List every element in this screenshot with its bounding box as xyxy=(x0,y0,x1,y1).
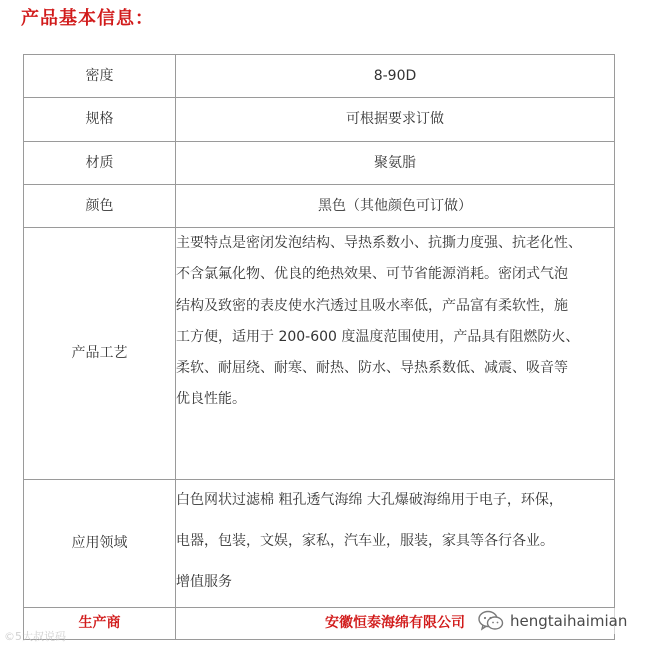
process-line: 柔软、耐屈绕、耐寒、耐热、防水、导热系数低、减震、吸音等 xyxy=(176,360,568,377)
row-label: 规格 xyxy=(24,98,176,142)
row-label: 密度 xyxy=(24,55,176,98)
manufacturer-value: 安徽恒泰海绵有限公司 xyxy=(176,608,615,640)
row-label: 材质 xyxy=(24,142,176,185)
application-line: 白色网状过滤棉 粗孔透气海绵 大孔爆破海绵用于电子，环保， xyxy=(176,492,563,508)
table-row-application xyxy=(24,480,615,608)
manufacturer-label: 生产商 xyxy=(24,608,176,640)
table-row xyxy=(24,98,615,142)
process-line: 不含氯氟化物、优良的绝热效果、可节省能源消耗。密闭式气泡 xyxy=(176,266,568,283)
application-line: 增值服务 xyxy=(176,574,232,590)
application-label: 应用领域 xyxy=(24,480,176,608)
row-label: 颜色 xyxy=(24,185,176,228)
process-line: 优良性能。 xyxy=(176,391,246,408)
page-heading: 产品基本信息： xyxy=(21,8,154,29)
process-label: 产品工艺 xyxy=(24,228,176,480)
wechat-icon xyxy=(478,610,504,632)
product-info-table xyxy=(23,54,615,640)
row-value: 8-90D xyxy=(176,55,615,98)
watermark-text: hengtaihaimian xyxy=(510,612,628,630)
table-row-process xyxy=(24,228,615,480)
row-value: 可根据要求订做 xyxy=(176,98,615,142)
watermark-right xyxy=(476,608,629,634)
application-line: 电器，包装，文娱，家私，汽车业，服装，家具等各行各业。 xyxy=(176,533,554,549)
process-line: 主要特点是密闭发泡结构、导热系数小、抗撕力度强、抗老化性、 xyxy=(176,235,582,251)
watermark-left: ©5大叔说码 xyxy=(4,630,66,643)
process-line: 结构及致密的表皮使水汽透过且吸水率低，产品富有柔软性，施 xyxy=(176,297,568,314)
process-line: 工方便，适用于 200-600 度温度范围使用，产品具有阻燃防火、 xyxy=(176,328,580,345)
row-value: 聚氨脂 xyxy=(176,142,615,185)
table-row xyxy=(24,142,615,185)
row-value: 黑色（其他颜色可订做） xyxy=(176,185,615,228)
table-row xyxy=(24,55,615,98)
table-row xyxy=(24,185,615,228)
process-description xyxy=(176,228,615,480)
application-description xyxy=(176,480,615,608)
